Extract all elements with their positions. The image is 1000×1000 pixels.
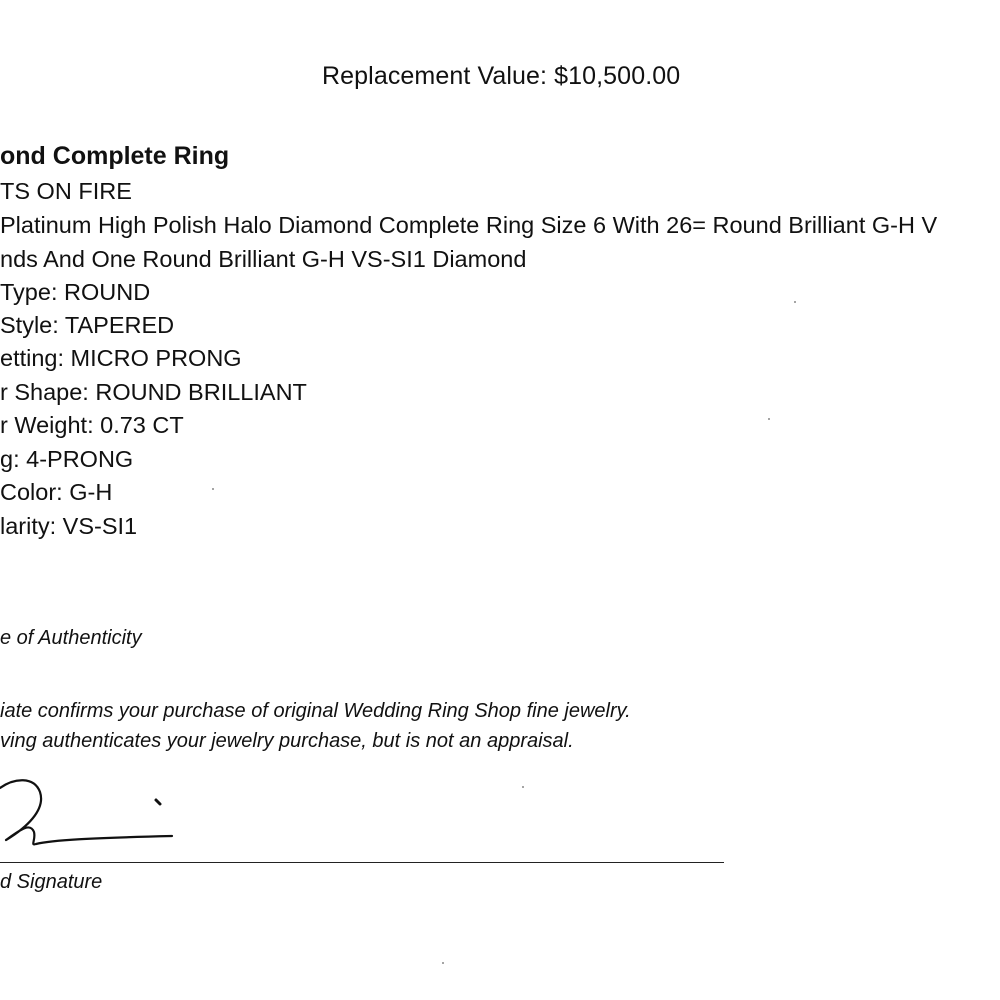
detail-line-style: Style: TAPERED [0,312,175,338]
certificate-heading: e of Authenticity [0,627,142,649]
certificate-text-line-2: ving authenticates your jewelry purchase, but is not an appraisal. [0,730,574,752]
detail-line-prong: g: 4-PRONG [0,446,134,472]
scan-speck [212,488,214,490]
scan-speck [442,962,444,964]
scan-speck [768,418,770,420]
detail-line-description-1: Platinum High Polish Halo Diamond Complete Ring Size 6 With 26= Round Brilliant G-H V [0,212,938,238]
detail-line-shape: r Shape: ROUND BRILLIANT [0,379,307,405]
detail-line-collection: TS ON FIRE [0,178,132,204]
signature-line [0,862,724,863]
detail-line-type: Type: ROUND [0,279,151,305]
detail-line-setting: etting: MICRO PRONG [0,345,242,371]
detail-line-weight: r Weight: 0.73 CT [0,412,184,438]
replacement-value: Replacement Value: $10,500.00 [322,62,681,90]
scan-speck [522,786,524,788]
item-title: ond Complete Ring [0,142,230,170]
certificate-text-line-1: iate confirms your purchase of original Wedding Ring Shop fine jewelry. [0,700,631,722]
signature-label: d Signature [0,871,103,893]
handwritten-signature [0,770,200,860]
detail-line-clarity: larity: VS-SI1 [0,513,138,539]
detail-line-description-2: nds And One Round Brilliant G-H VS-SI1 Diamond [0,246,527,272]
detail-line-color: Color: G-H [0,479,113,505]
scan-speck [794,301,796,303]
